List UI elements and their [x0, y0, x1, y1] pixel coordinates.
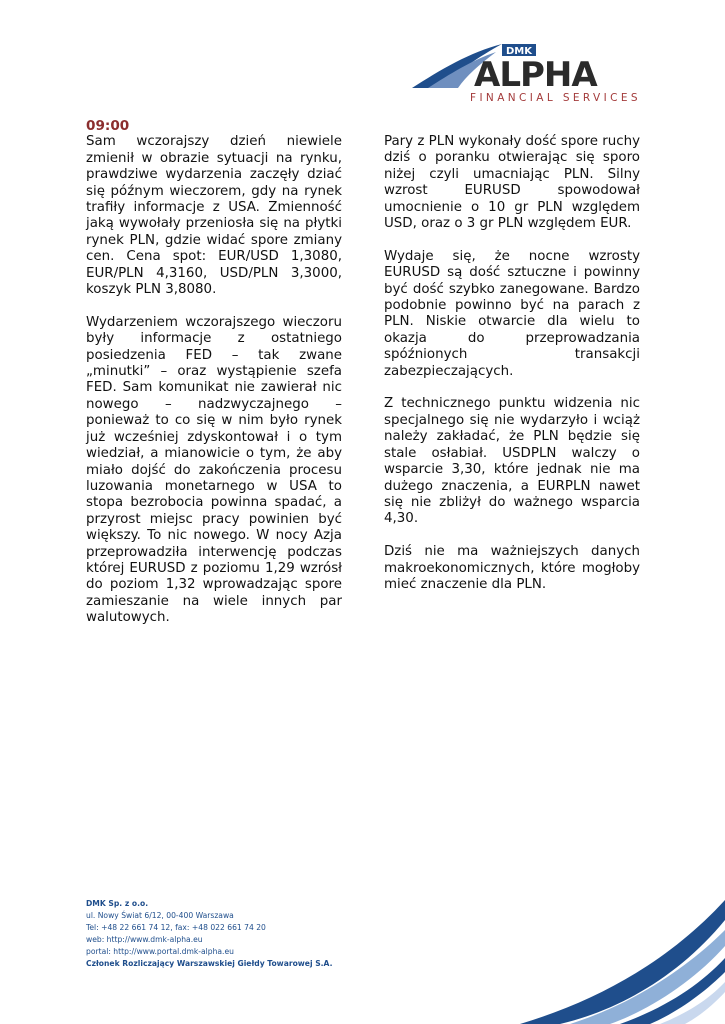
footer [86, 898, 332, 970]
paragraph: Wydarzeniem wczorajszego wieczoru były informacje z ostatniego posiedzenia FED – tak zwane „minutki” – oraz wystąpienie szefa FED. Sam komunikat nie zawierał nic nowego – nadzwyczajnego – ponieważ to co się w nim było rynek już wcześniej zdyskontował i o tym wiedział, a mianowicie o tym, że aby miało dojść do zakończenia procesu luzowania monetarnego w USA to stopa bezrobocia powinna spadać, a przyrost miejsc pracy powinien być większy. To nic nowego. W nocy Azja przeprowadziła interwencję podczas której EURUSD z poziomu 1,29 wzrósł do poziom 1,32 wprowadzając spore zamieszanie na wiele innych par walutowych. [86, 314, 342, 626]
right-column [384, 134, 640, 610]
logo-badge-text: DMK [505, 46, 533, 57]
paragraph: Pary z PLN wykonały dość spore ruchy dziś o poranku otwierając się sporo niżej czyli umacniając PLN. Silny wzrost EURUSD spowodował umocnienie o 10 gr PLN względem USD, oraz o 3 gr PLN względem EUR. [384, 134, 640, 232]
time-heading: 09:00 [86, 118, 130, 134]
logo-tagline: FINANCIAL SERVICES [470, 92, 641, 104]
decorative-swoosh [500, 880, 725, 1024]
paragraph: Sam wczorajszy dzień niewiele zmienił w obrazie sytuacji na rynku, prawdziwe wydarzenia zaczęły dziać się późnym wieczorem, gdy na rynek trafiły informacje z USA. Zmienność jaką wywołały przeniosła się na płytki rynek PLN, gdzie widać spore zmiany cen. Cena spot: EUR/USD 1,3080, EUR/PLN 4,3160, USD/PLN 3,3000, koszyk PLN 3,8080. [86, 134, 342, 298]
footer-member: Członek Rozliczający Warszawskiej Giełdy Towarowej S.A. [86, 959, 333, 968]
alpha-logo-mark [410, 40, 645, 92]
paragraph: Dziś nie ma ważniejszych danych makroekonomicznych, które mogłoby mieć znaczenie dla PLN. [384, 544, 640, 592]
paragraph: Wydaje się, że nocne wzrosty EURUSD są dość sztuczne i powinny być dość szybko zanegowane. Bardzo podobnie powinno być na parach z PLN. Niskie otwarcie dla wielu to okazja do przeprowadzania spóźnionych transakcji zabezpieczających. [384, 248, 640, 379]
paragraph: Z technicznego punktu widzenia nic specjalnego się nie wydarzyło i wciąż należy zakładać, że PLN będzie się stale osłabiał. USDPLN walczy o wsparcie 3,30, które jednak nie ma dużego znaczenia, a EURPLN nawet się nie zbliżył do ważnego wsparcia 4,30. [384, 396, 640, 527]
footer-portal-link[interactable]: portal: http://www.portal.dmk-alpha.eu [86, 947, 234, 956]
footer-address: ul. Nowy Świat 6/12, 00-400 Warszawa [86, 911, 234, 920]
footer-phone: Tel: +48 22 661 74 12, fax: +48 022 661 74 20 [86, 923, 266, 932]
left-column [86, 118, 342, 643]
footer-company: DMK Sp. z o.o. [86, 899, 149, 908]
company-logo [410, 40, 645, 106]
logo-name-text: ALPHA [474, 55, 597, 92]
footer-web-link[interactable]: web: http://www.dmk-alpha.eu [86, 935, 203, 944]
